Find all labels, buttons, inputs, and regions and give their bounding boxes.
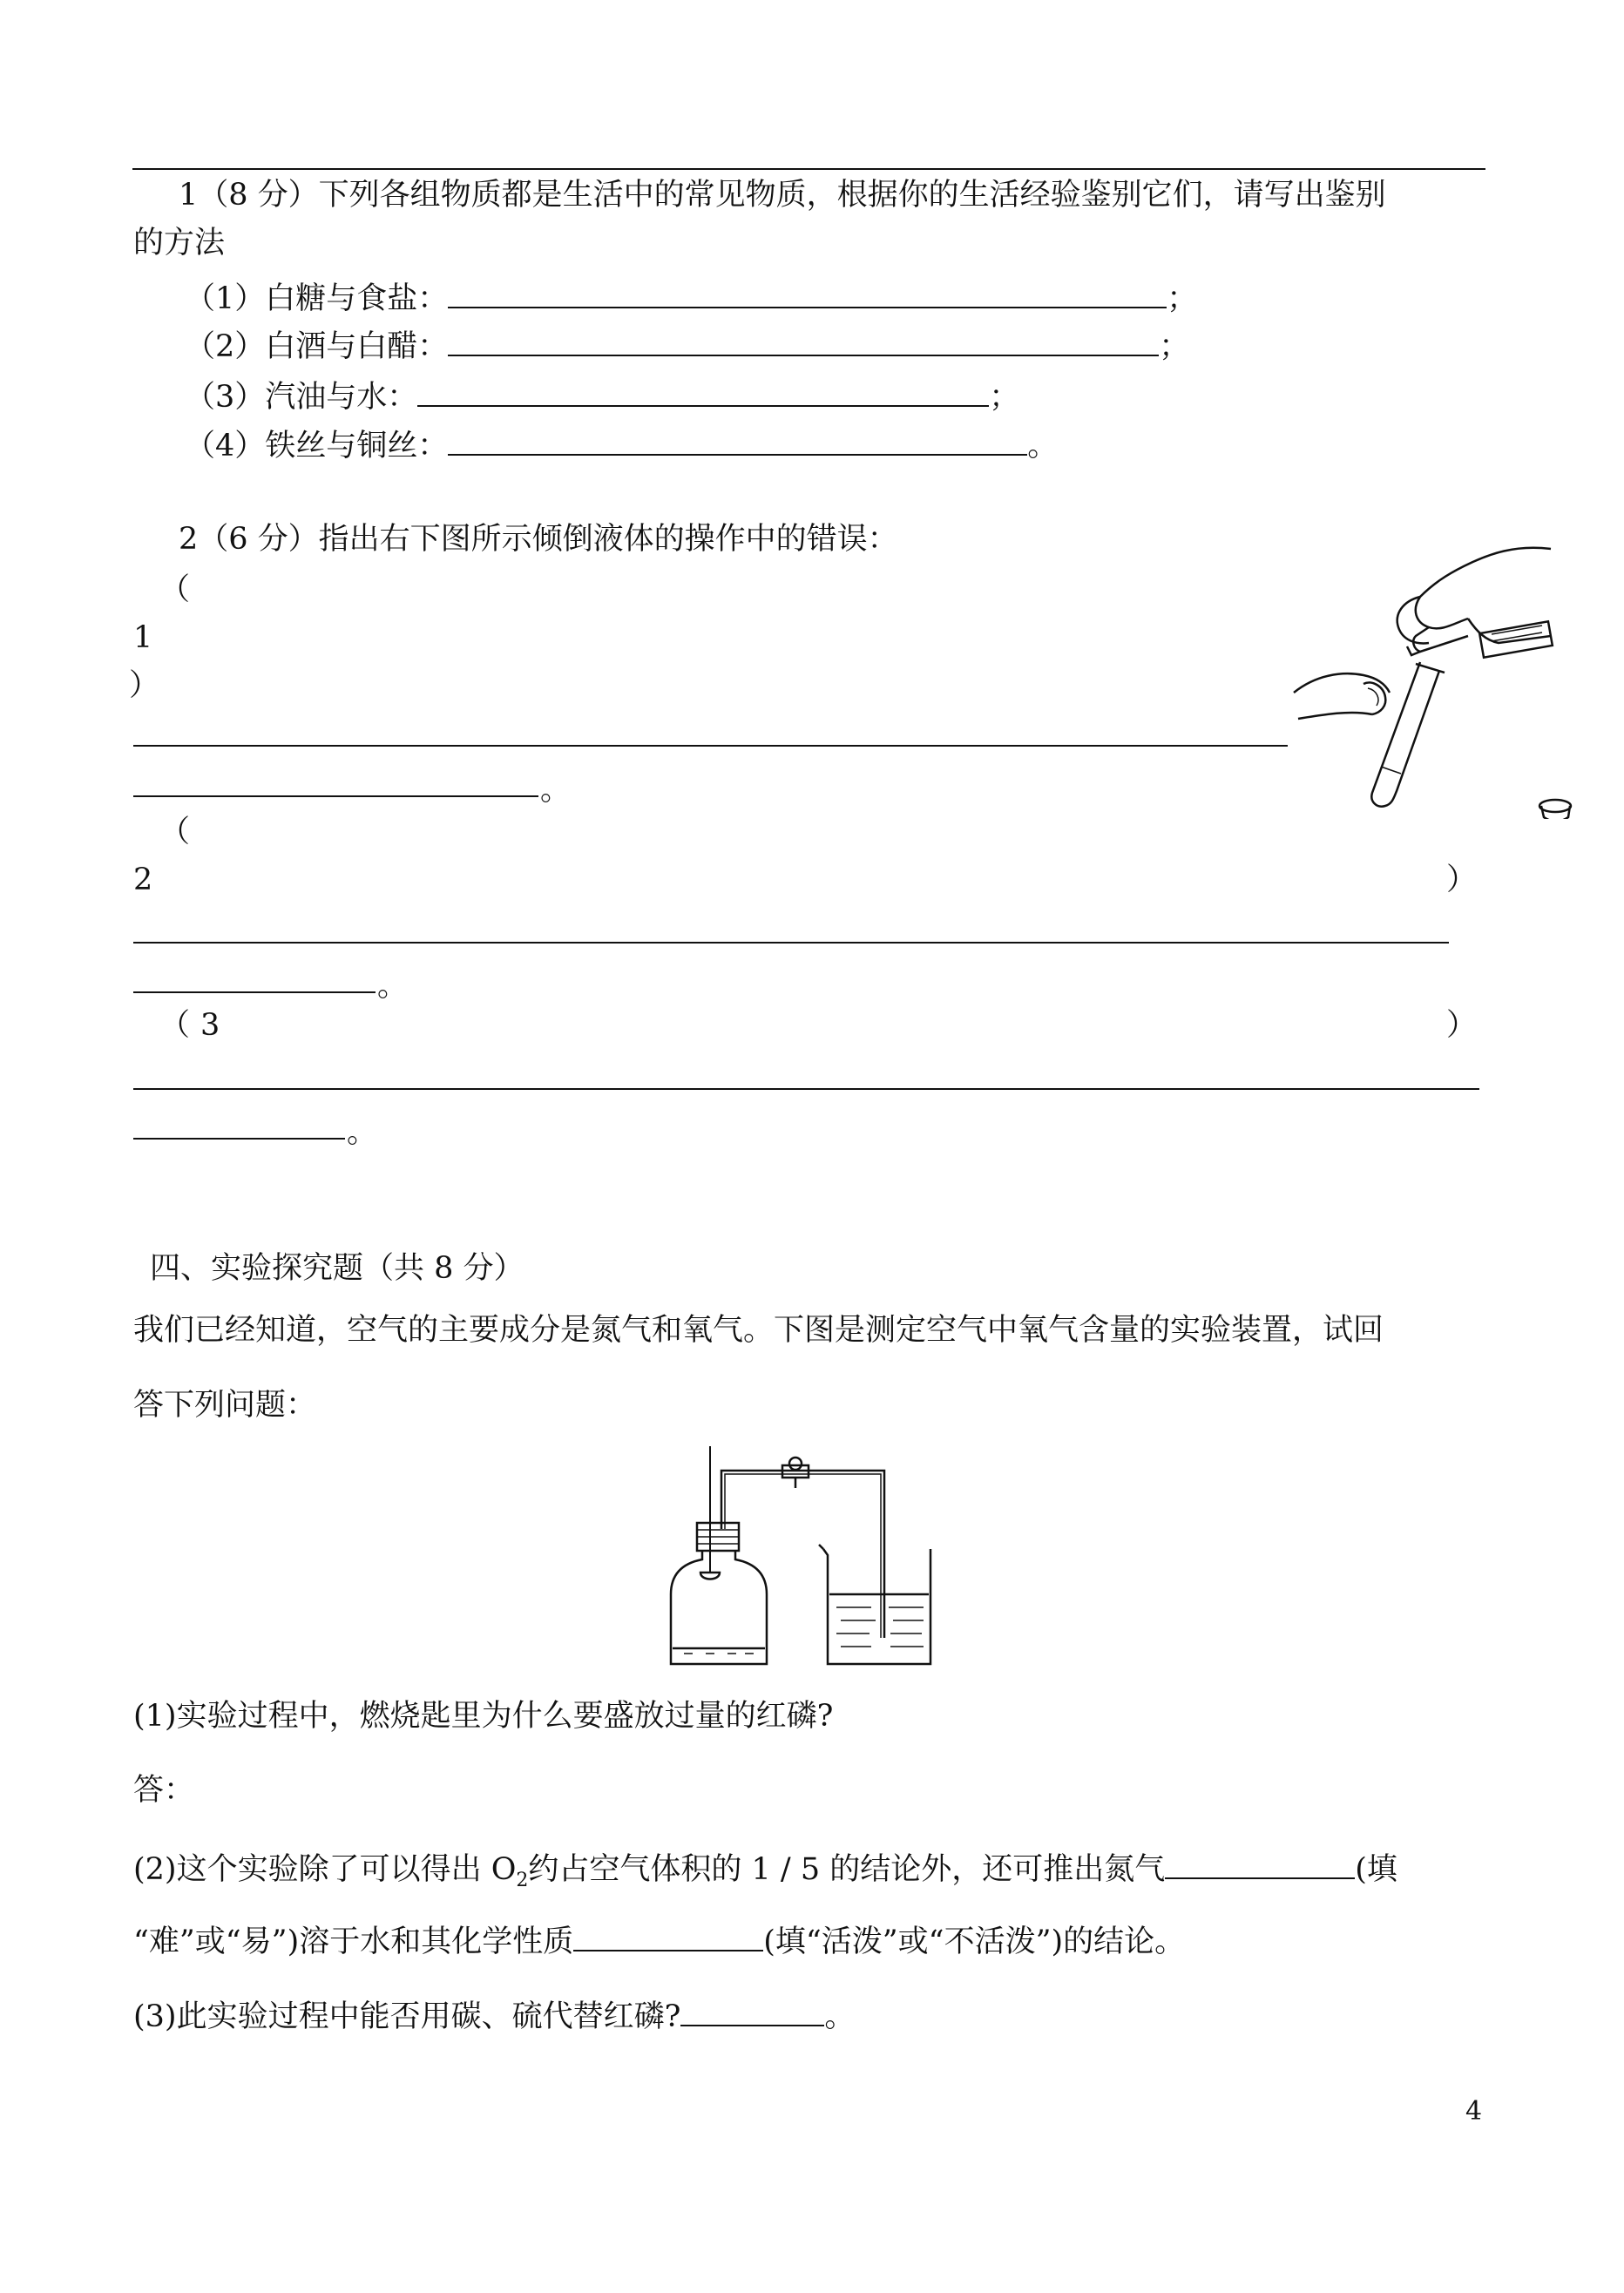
header-rule	[132, 168, 1485, 170]
answer-blank[interactable]	[417, 375, 989, 407]
q2-num-2: 2	[133, 862, 153, 897]
answer-blank[interactable]	[1165, 1848, 1355, 1879]
q1-item-1: （1）白糖与食盐： ；	[185, 277, 1197, 318]
q2-end-1: 。	[540, 773, 572, 808]
answer-line[interactable]	[133, 745, 1288, 747]
answer-blank[interactable]	[448, 424, 1027, 456]
q1-title: 1（8 分）下列各组物质都是生活中的常见物质，根据你的生活经验鉴别它们，请写出鉴别	[179, 178, 1386, 213]
q2-end-2: 。	[377, 969, 409, 1004]
q2-close-paren-1: ）	[129, 668, 160, 703]
q2-close-paren-2: ）	[1446, 862, 1478, 897]
answer-blank[interactable]	[573, 1920, 763, 1951]
answer-line[interactable]	[133, 1138, 345, 1140]
section4-heading: 四、实验探究题（共 8 分）	[150, 1251, 524, 1286]
q1-item-2: （2）白酒与白醋： ；	[185, 325, 1189, 366]
q2-open-paren-2: （	[159, 815, 191, 849]
section4-intro-line2: 答下列问题：	[133, 1388, 317, 1423]
section4-q2-line1: (2)这个实验除了可以得出 $O_2$约占空气体积的 1 / 5 的结论外，还可推出氮气 (填	[133, 1848, 1397, 1900]
section4-answer-label: 答：	[133, 1773, 195, 1808]
section4-q1: (1)实验过程中，燃烧匙里为什么要盛放过量的红磷?	[133, 1699, 834, 1734]
oxygen-apparatus-illustration	[662, 1446, 941, 1677]
q2-title: 2（6 分）指出右下图所示倾倒液体的操作中的错误：	[179, 522, 898, 557]
q1-item-3: （3）汽油与水： ；	[185, 375, 1019, 416]
answer-blank[interactable]	[680, 1995, 824, 2026]
answer-line[interactable]	[133, 991, 376, 993]
answer-line[interactable]	[133, 1088, 1479, 1090]
q2-num-3: 3	[200, 1008, 220, 1043]
q1-item-4: （4）铁丝与铜丝： 。	[185, 424, 1058, 465]
answer-blank[interactable]	[448, 277, 1167, 308]
answer-blank[interactable]	[448, 325, 1159, 356]
page-number: 4	[1465, 2096, 1483, 2127]
q2-close-paren-3: ）	[1446, 1008, 1478, 1043]
section4-intro-line1: 我们已经知道，空气的主要成分是氮气和氧气。下图是测定空气中氧气含量的实验装置，试回	[133, 1313, 1384, 1348]
answer-line[interactable]	[133, 795, 538, 797]
section4-q2-line2: “难”或“易”)溶于水和其化学性质 (填“活泼”或“不活泼”)的结论。	[133, 1920, 1185, 1961]
q2-end-3: 。	[347, 1115, 378, 1150]
q2-num-1: 1	[133, 620, 153, 655]
section4-q3: (3)此实验过程中能否用碳、硫代替红磷? 。	[133, 1995, 855, 2036]
q1-title-cont: 的方法	[133, 226, 226, 260]
q2-open-paren-3: （	[159, 1008, 191, 1043]
q2-open-paren-1: （	[159, 572, 191, 607]
answer-line[interactable]	[133, 942, 1449, 944]
pouring-liquid-illustration	[1289, 531, 1577, 819]
